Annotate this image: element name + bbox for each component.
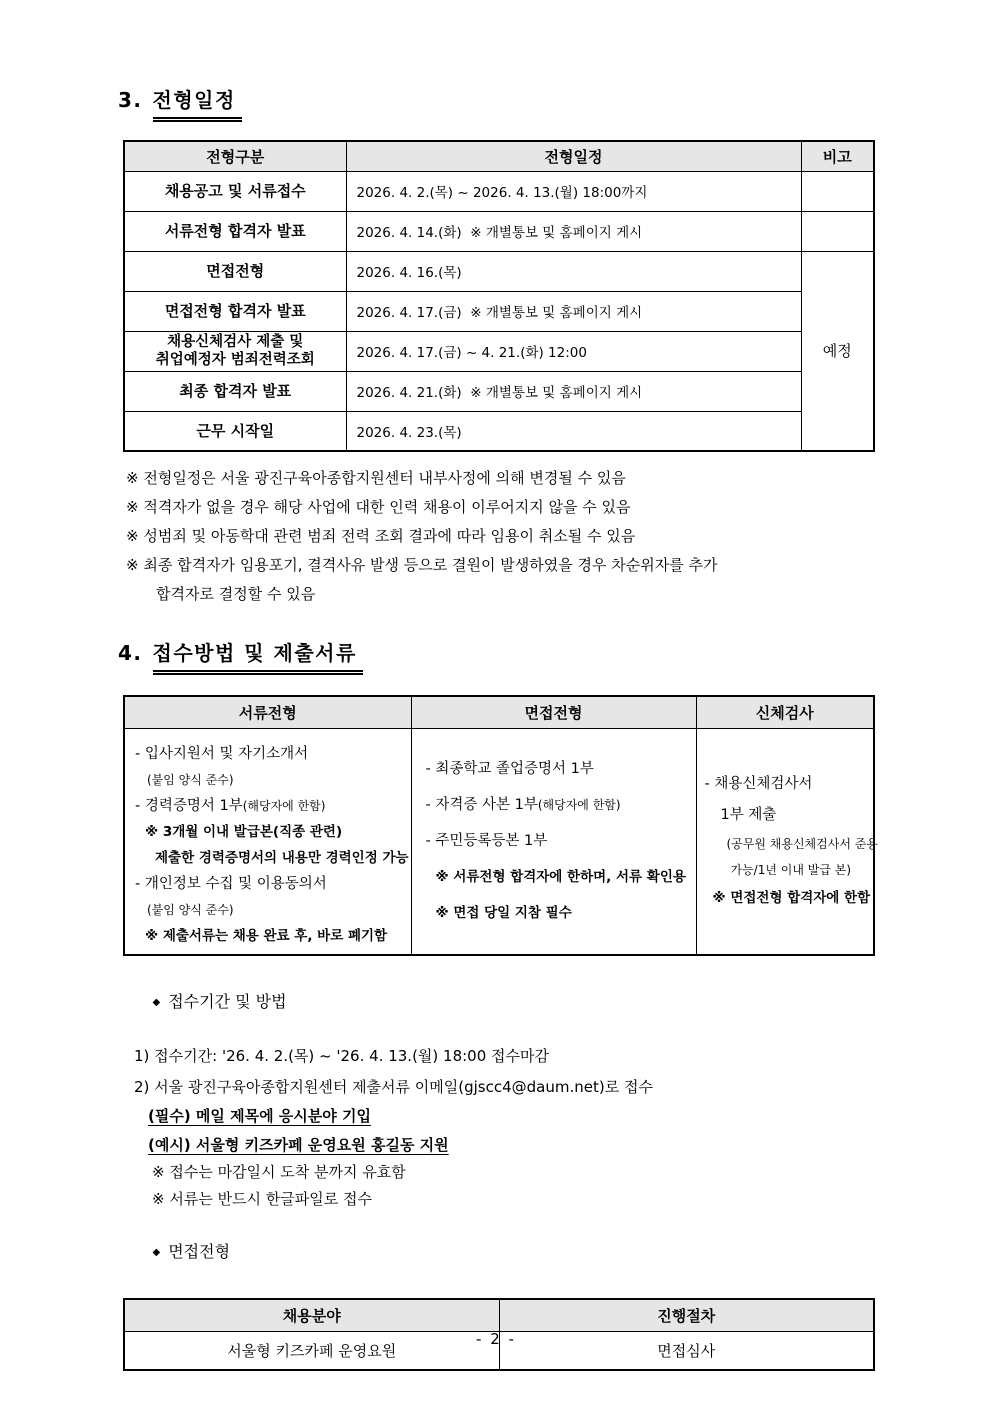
doc-line: (붙임 양식 준수)	[147, 902, 234, 917]
interview-procedure-value: 면접심사	[499, 1331, 874, 1370]
section4-title: 접수방법 및 제출서류	[153, 639, 363, 675]
reception-title: 접수기간 및 방법	[168, 992, 287, 1011]
section4-heading	[118, 639, 878, 675]
schedule-note-merged: 예정	[801, 251, 874, 451]
doc-line-bold: ※ 제출서류는 채용 완료 후, 바로 폐기함	[145, 927, 388, 944]
interview-line-bold: ※ 면접 당일 지참 필수	[435, 905, 572, 922]
table-row	[124, 211, 874, 251]
interview-line: - 최종학교 졸업증명서 1부	[425, 761, 594, 778]
doc-line: (붙임 양식 준수)	[147, 772, 234, 787]
schedule-notes	[126, 464, 878, 609]
table-row	[124, 291, 874, 331]
interview-header-row	[124, 1299, 874, 1331]
section3-title: 전형일정	[153, 86, 242, 122]
schedule-category: 서류전형 합격자 발표	[124, 211, 346, 251]
reception-example-line: (예시) 서울형 키즈카페 운영요원 홍길동 지원	[148, 1136, 449, 1154]
schedule-category: 면접전형 합격자 발표	[124, 291, 346, 331]
table-row	[124, 171, 874, 211]
bullet-icon: ◆	[152, 997, 161, 1008]
schedule-category: 채용공고 및 서류접수	[124, 171, 346, 211]
doc-line-bold: ※ 3개월 이내 발급본(직종 관련)	[145, 823, 343, 840]
section3-heading	[118, 0, 878, 122]
doc-line: - 개인정보 수집 및 이용동의서	[135, 875, 327, 892]
physical-line: - 채용신체검사서	[704, 775, 813, 792]
section4-number: 4.	[118, 641, 143, 665]
interview-line: - 자격증 사본 1부(해당자에 한함)	[425, 797, 621, 814]
schedule-dates: 2026. 4. 21.(화) ※ 개별통보 및 홈페이지 게시	[346, 371, 801, 411]
schedule-table	[123, 140, 875, 452]
note-line-continuation: 합격자로 결정할 수 있음	[156, 585, 316, 603]
table-row	[124, 251, 874, 291]
schedule-note-empty	[801, 171, 874, 211]
documents-header-row	[124, 696, 874, 728]
table-row	[124, 371, 874, 411]
physical-line-small: 가능/1년 이내 발급 본)	[730, 862, 852, 877]
reception-note: ※ 접수는 마감일시 도착 분까지 유효함	[152, 1163, 406, 1181]
schedule-category-line2: 취업예정자 범죄전력조회	[155, 352, 315, 368]
bullet-icon: ◆	[152, 1247, 161, 1258]
section3-number: 3.	[118, 88, 143, 112]
schedule-dates: 2026. 4. 16.(목)	[346, 251, 801, 291]
interview-line: - 주민등록등본 1부	[425, 833, 548, 850]
reception-item-period: 1) 접수기간: '26. 4. 2.(목) ~ '26. 4. 13.(월) 18:00 접수마감	[134, 1047, 549, 1065]
page-content	[118, 0, 878, 1371]
documents-column-interview	[411, 728, 696, 955]
documents-header-physical: 신체검사	[696, 696, 874, 728]
note-line: ※ 성범죄 및 아동학대 관련 범죄 전력 조회 결과에 따라 임용이 취소될 수 있음	[126, 527, 636, 545]
schedule-note-empty	[801, 211, 874, 251]
physical-line-bold: ※ 면접전형 합격자에 한함	[712, 889, 871, 906]
table-row	[124, 411, 874, 451]
physical-line: 1부 제출	[720, 806, 777, 823]
schedule-category-line1: 채용신체검사 제출 및	[167, 334, 304, 350]
reception-required-line: (필수) 메일 제목에 응시분야 기입	[148, 1107, 371, 1125]
schedule-header-note: 비고	[801, 141, 874, 171]
schedule-dates: 2026. 4. 17.(금) ※ 개별통보 및 홈페이지 게시	[346, 291, 801, 331]
documents-header-interview: 면접전형	[411, 696, 696, 728]
interview-header-field: 채용분야	[124, 1299, 499, 1331]
note-line: ※ 적격자가 없을 경우 해당 사업에 대한 인력 채용이 이루어지지 않을 수 있음	[126, 498, 631, 516]
interview-field-value: 서울형 키즈카페 운영요원	[124, 1331, 499, 1370]
table-row	[124, 331, 874, 371]
doc-line: - 경력증명서 1부(해당자에 한함)	[135, 797, 326, 814]
physical-line-small: (공무원 채용신체검사서 준용	[726, 836, 878, 851]
doc-line-bold: 제출한 경력증명서의 내용만 경력인정 가능	[155, 849, 409, 866]
interview-header-procedure: 진행절차	[499, 1299, 874, 1331]
schedule-header-row	[124, 141, 874, 171]
schedule-header-schedule: 전형일정	[346, 141, 801, 171]
documents-column-physical	[696, 728, 878, 955]
documents-column-document	[124, 728, 411, 955]
schedule-category: 면접전형	[124, 251, 346, 291]
interview-title: 면접전형	[168, 1242, 231, 1261]
schedule-category: 근무 시작일	[124, 411, 346, 451]
schedule-dates: 2026. 4. 14.(화) ※ 개별통보 및 홈페이지 게시	[346, 211, 801, 251]
page-number: - 2 -	[476, 1330, 516, 1348]
doc-line: - 입사지원서 및 자기소개서	[135, 745, 309, 762]
interview-title-line	[122, 1219, 878, 1286]
schedule-dates: 2026. 4. 2.(목) ~ 2026. 4. 13.(월) 18:00까지	[346, 171, 801, 211]
schedule-category: 최종 합격자 발표	[124, 371, 346, 411]
schedule-category	[124, 331, 346, 371]
documents-table	[123, 695, 878, 956]
schedule-dates: 2026. 4. 23.(목)	[346, 411, 801, 451]
reception-note: ※ 서류는 반드시 한글파일로 접수	[152, 1190, 373, 1208]
schedule-header-category: 전형구분	[124, 141, 346, 171]
reception-title-line	[122, 969, 878, 1036]
reception-item-email: 2) 서울 광진구육아종합지원센터 제출서류 이메일(gjscc4@daum.net)로 접수	[134, 1078, 653, 1096]
documents-body-row	[124, 728, 874, 955]
schedule-dates: 2026. 4. 17.(금) ~ 4. 21.(화) 12:00	[346, 331, 801, 371]
documents-header-document: 서류전형	[124, 696, 411, 728]
note-line: ※ 전형일정은 서울 광진구육아종합지원센터 내부사정에 의해 변경될 수 있음	[126, 469, 626, 487]
interview-line-bold: ※ 서류전형 합격자에 한하며, 서류 확인용	[435, 869, 686, 886]
note-line: ※ 최종 합격자가 임용포기, 결격사유 발생 등으로 결원이 발생하였을 경우 차순위자를 추가	[126, 556, 718, 574]
